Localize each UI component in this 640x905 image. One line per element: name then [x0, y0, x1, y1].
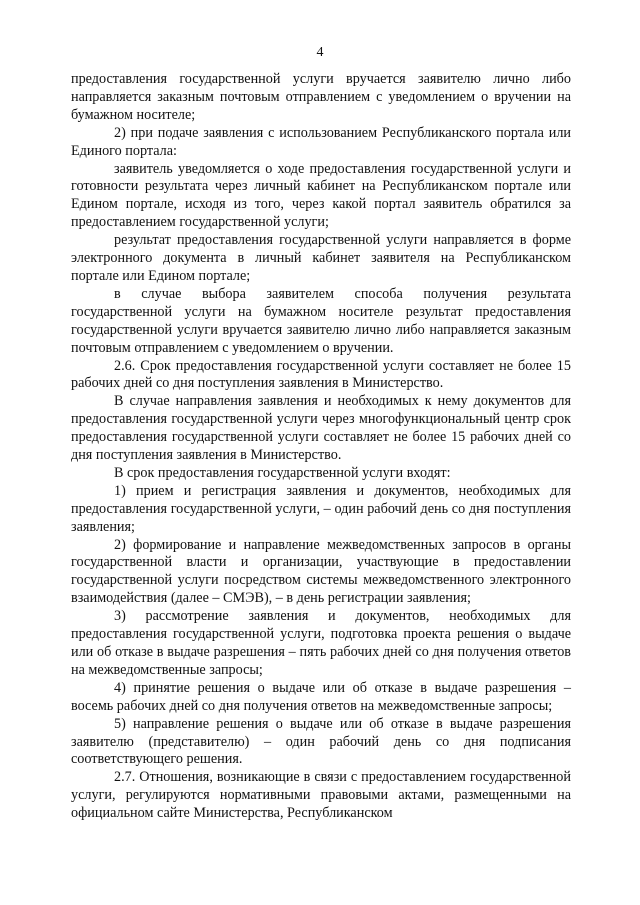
list-item-1: 1) прием и регистрация заявления и документов, необходимых для предоставления государственной услуги, – один рабочий день со дня поступления заявления;: [71, 482, 571, 535]
paragraph-2-7-regulation: 2.7. Отношения, возникающие в связи с предоставлением государственной услуги, регулируются нормативными правовыми актами, размещенными на официальном сайте Министерства, Республиканском: [71, 769, 571, 822]
page-number: 4: [316, 45, 324, 60]
document-body: [71, 71, 571, 823]
list-item-2: 2) формирование и направление межведомственных запросов в органы государственной власти и организации, участвующие в предоставлении государственной услуги посредством системы межведомственного электронного взаимодействия (далее – СМЭВ), – в день регистрации заявления;: [71, 536, 571, 607]
paragraph-electronic-result: результат предоставления государственной услуги направляется в форме электронного документа в личный кабинет заявителя на Республиканском портале или Едином портале;: [71, 232, 571, 284]
paragraph-mfc-term: В случае направления заявления и необходимых к нему документов для предоставления государственной услуги через многофункциональный центр срок предоставления государственной услуги составляет не более 15 рабочих дней со дня поступления заявления в Министерство.: [71, 393, 571, 464]
paragraph-continuation: предоставления государственной услуги вручается заявителю лично либо направляется заказным почтовым отправлением с уведомлением о вручении на бумажном носителе;: [71, 71, 571, 123]
paragraph-portal-submission: 2) при подаче заявления с использованием Республиканского портала или Единого портала:: [71, 124, 571, 159]
paragraph-2-6-term: 2.6. Срок предоставления государственной услуги составляет не более 15 рабочих дней со дня поступления заявления в Министерство.: [71, 357, 571, 392]
paragraph-term-includes: В срок предоставления государственной услуги входят:: [114, 464, 451, 481]
list-item-3: 3) рассмотрение заявления и документов, необходимых для предоставления государственной услуги, подготовка проекта решения о выдаче или об отказе в выдаче разрешения – пять рабочих дней со дня получения ответов на межведомственные запросы;: [71, 608, 571, 678]
paragraph-notification: заявитель уведомляется о ходе предоставления государственной услуги и готовности результата через личный кабинет на Республиканском портале или Едином портале, исходя из того, через какой портал заявитель обратился за предоставлением государственной услуги;: [71, 160, 571, 231]
list-item-4: 4) принятие решения о выдаче или об отказе в выдаче разрешения – восемь рабочих дней со дня получения ответов на межведомственные запросы;: [71, 679, 571, 714]
list-item-5: 5) направление решения о выдаче или об отказе в выдаче разрешения заявителю (представителю) – один рабочий день со дня подписания соответствующего решения.: [71, 715, 571, 768]
paragraph-paper-result: в случае выбора заявителем способа получения результата государственной услуги на бумажном носителе результат предоставления государственной услуги вручается заявителю лично либо направляется заказным почтовым отправлением с уведомлением о вручении.: [71, 285, 571, 356]
